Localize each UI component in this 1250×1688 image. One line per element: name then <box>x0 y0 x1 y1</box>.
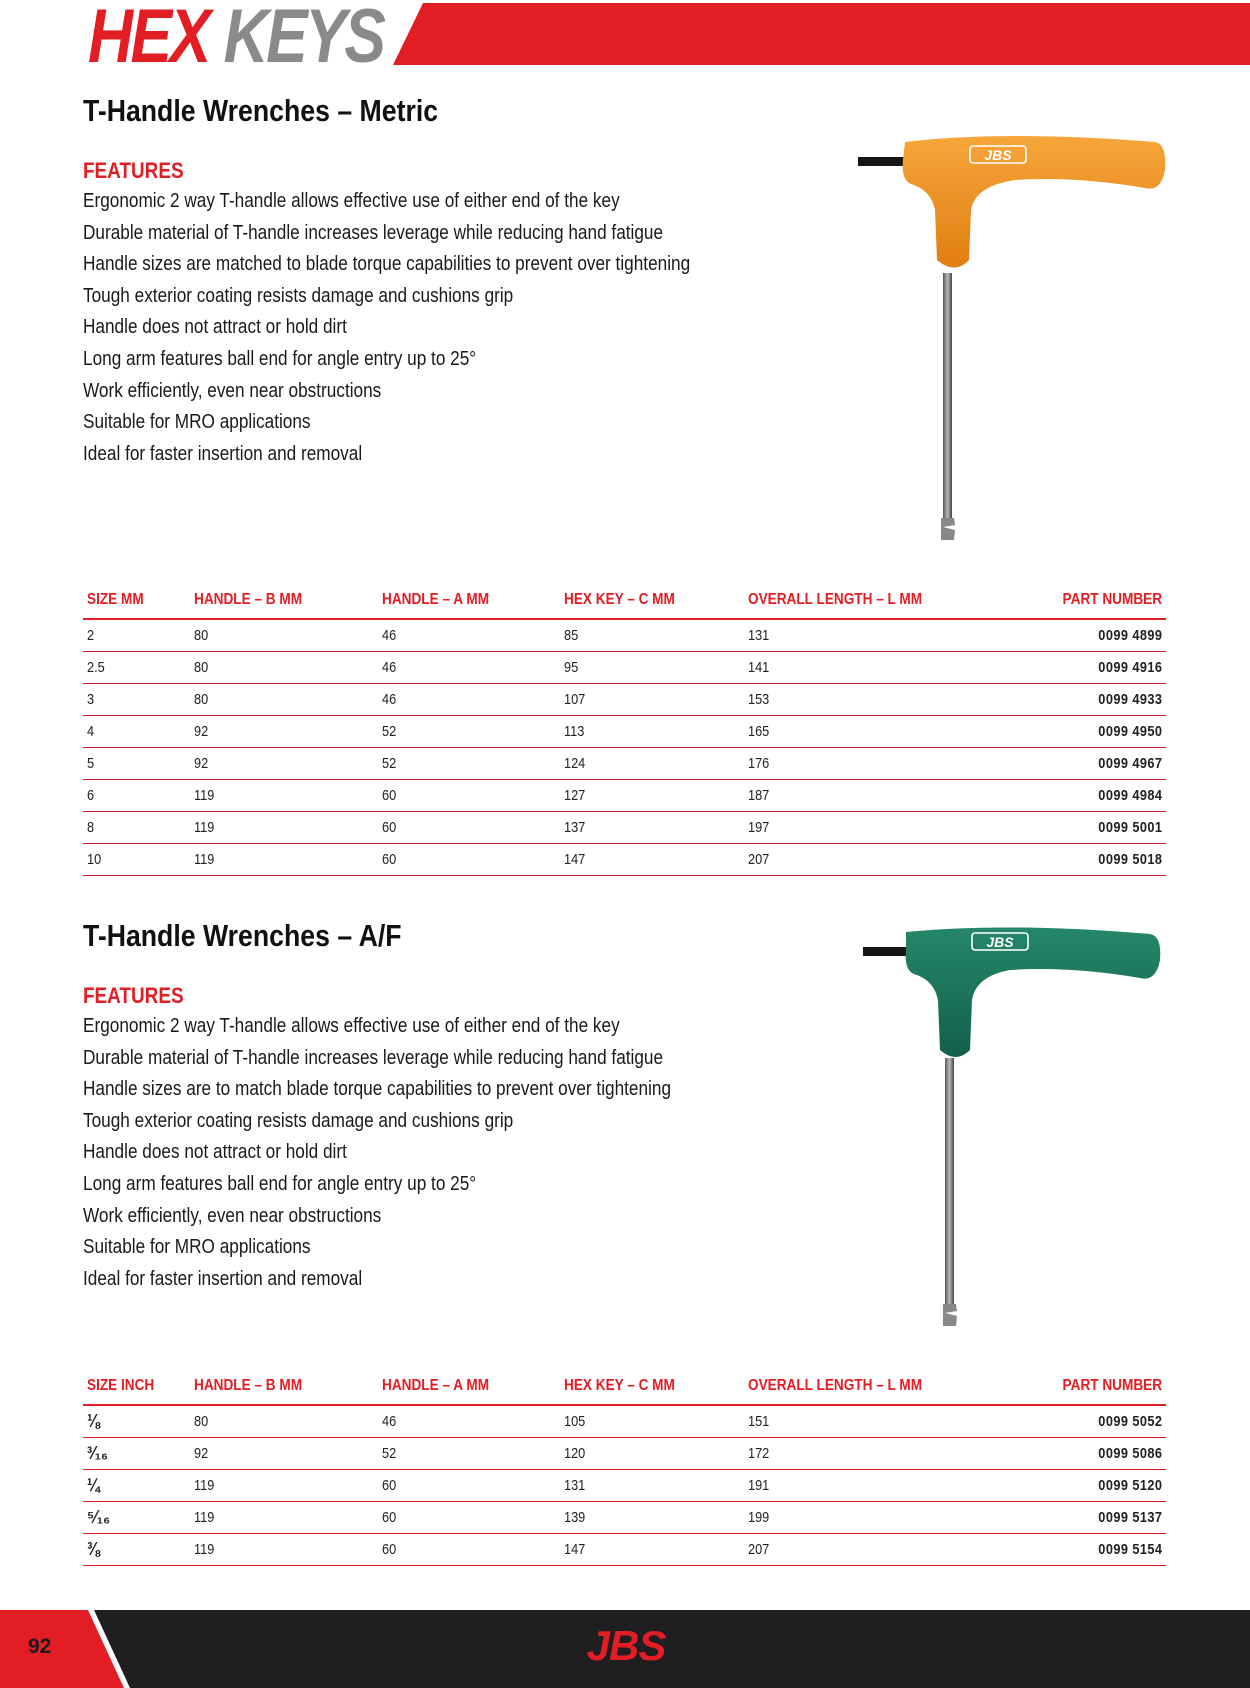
part-number-cell: 0099 4933 <box>1008 684 1166 716</box>
table-cell: 119 <box>190 1470 378 1502</box>
feature-item: Suitable for MRO applications <box>83 411 311 434</box>
table-cell: 60 <box>378 812 560 844</box>
table-cell: 46 <box>378 1405 560 1438</box>
feature-item: Ideal for faster insertion and removal <box>83 442 363 465</box>
table-cell: 80 <box>190 1405 378 1438</box>
table-cell: 46 <box>378 652 560 684</box>
table-cell: 3 <box>83 684 190 716</box>
col-header: PART NUMBER <box>1008 582 1166 619</box>
table-cell: 6 <box>83 780 190 812</box>
features-label-metric: FEATURES <box>83 158 184 183</box>
table-cell: 187 <box>744 780 1008 812</box>
feature-item: Long arm features ball end for angle entry up to 25° <box>83 1172 477 1195</box>
green-t-handle-wrench-image <box>860 918 1165 1350</box>
feature-item: Handle sizes are matched to blade torque capabilities to prevent over tightening <box>83 253 691 276</box>
hex-shaft <box>945 1058 954 1304</box>
table-header-row <box>83 1368 1166 1405</box>
table-cell: 147 <box>560 1534 744 1566</box>
jbs-logo-text: JBS <box>586 1627 666 1667</box>
section-title-metric: T-Handle Wrenches – Metric <box>83 93 439 128</box>
table-cell: 10 <box>83 844 190 876</box>
table-row <box>83 1438 1166 1470</box>
table-cell: ⅛ <box>83 1405 190 1438</box>
table-cell: ¼ <box>83 1470 190 1502</box>
table-header-row <box>83 582 1166 619</box>
col-header: HEX KEY – C MM <box>560 582 744 619</box>
table-row <box>83 684 1166 716</box>
table-cell: 120 <box>560 1438 744 1470</box>
table-cell: 127 <box>560 780 744 812</box>
handle-logo-text: JBS <box>986 934 1014 950</box>
header-red-bar <box>393 3 1250 65</box>
part-number-cell: 0099 4967 <box>1008 748 1166 780</box>
page-number: 92 <box>28 1635 52 1658</box>
features-label-af: FEATURES <box>83 983 184 1008</box>
table-cell: 119 <box>190 1502 378 1534</box>
table-cell: 151 <box>744 1405 1008 1438</box>
table-cell: 8 <box>83 812 190 844</box>
table-cell: 52 <box>378 716 560 748</box>
table-cell: 199 <box>744 1502 1008 1534</box>
col-header: OVERALL LENGTH – L MM <box>744 582 1008 619</box>
part-number-cell: 0099 4899 <box>1008 619 1166 652</box>
feature-item: Handle does not attract or hold dirt <box>83 1141 347 1164</box>
table-cell: 92 <box>190 716 378 748</box>
table-cell: 176 <box>744 748 1008 780</box>
table-cell: 131 <box>744 619 1008 652</box>
feature-item: Durable material of T-handle increases leverage while reducing hand fatigue <box>83 221 664 244</box>
feature-item: Handle sizes are to match blade torque capabilities to prevent over tightening <box>83 1078 672 1101</box>
green-handle <box>906 927 1161 1057</box>
table-row <box>83 780 1166 812</box>
feature-item: Tough exterior coating resists damage and cushions grip <box>83 284 514 307</box>
table-cell: 5 <box>83 748 190 780</box>
feature-item: Long arm features ball end for angle entry up to 25° <box>83 347 477 370</box>
orange-t-handle-wrench-image <box>855 130 1170 565</box>
table-cell: 60 <box>378 1470 560 1502</box>
part-number-cell: 0099 5154 <box>1008 1534 1166 1566</box>
table-cell: 113 <box>560 716 744 748</box>
table-cell: 80 <box>190 652 378 684</box>
table-cell: 141 <box>744 652 1008 684</box>
table-cell: 119 <box>190 844 378 876</box>
col-header: HANDLE – A MM <box>378 1368 560 1405</box>
part-number-cell: 0099 4950 <box>1008 716 1166 748</box>
table-cell: 172 <box>744 1438 1008 1470</box>
table-cell: 119 <box>190 812 378 844</box>
page-header-title <box>88 0 384 79</box>
table-cell: 119 <box>190 1534 378 1566</box>
table-cell: 153 <box>744 684 1008 716</box>
table-cell: 52 <box>378 748 560 780</box>
feature-list-af <box>83 1011 767 1295</box>
table-cell: 60 <box>378 1534 560 1566</box>
metric-spec-table <box>83 582 1166 876</box>
table-cell: ⁵⁄₁₆ <box>83 1502 190 1534</box>
short-arm <box>863 947 911 956</box>
table-cell: 2 <box>83 619 190 652</box>
table-cell: 52 <box>378 1438 560 1470</box>
feature-item: Durable material of T-handle increases leverage while reducing hand fatigue <box>83 1046 664 1069</box>
table-cell: 2.5 <box>83 652 190 684</box>
col-header: SIZE MM <box>83 582 190 619</box>
header-title-hex: HEX <box>88 0 209 79</box>
header-title-keys: KEYS <box>223 0 384 79</box>
col-header: OVERALL LENGTH – L MM <box>744 1368 1008 1405</box>
table-cell: ⅜ <box>83 1534 190 1566</box>
part-number-cell: 0099 5052 <box>1008 1405 1166 1438</box>
table-cell: 60 <box>378 780 560 812</box>
table-row <box>83 716 1166 748</box>
part-number-cell: 0099 5018 <box>1008 844 1166 876</box>
feature-item: Work efficiently, even near obstructions <box>83 379 382 402</box>
feature-item: Work efficiently, even near obstructions <box>83 1204 382 1227</box>
table-cell: 46 <box>378 619 560 652</box>
col-header: SIZE INCH <box>83 1368 190 1405</box>
part-number-cell: 0099 4916 <box>1008 652 1166 684</box>
table-cell: 207 <box>744 844 1008 876</box>
table-cell: 60 <box>378 844 560 876</box>
table-cell: 191 <box>744 1470 1008 1502</box>
table-cell: 46 <box>378 684 560 716</box>
part-number-cell: 0099 5001 <box>1008 812 1166 844</box>
short-arm <box>858 157 910 166</box>
orange-handle <box>903 136 1166 268</box>
part-number-cell: 0099 5086 <box>1008 1438 1166 1470</box>
feature-list-metric <box>83 186 789 470</box>
table-cell: 80 <box>190 619 378 652</box>
ball-end <box>943 1304 957 1326</box>
section-title-af: T-Handle Wrenches – A/F <box>83 918 402 953</box>
jbs-logo <box>562 1627 690 1667</box>
table-row <box>83 1405 1166 1438</box>
part-number-cell: 0099 4984 <box>1008 780 1166 812</box>
table-row <box>83 1470 1166 1502</box>
col-header: HANDLE – A MM <box>378 582 560 619</box>
part-number-cell: 0099 5120 <box>1008 1470 1166 1502</box>
af-spec-table <box>83 1368 1166 1566</box>
table-row <box>83 748 1166 780</box>
feature-item: Handle does not attract or hold dirt <box>83 316 347 339</box>
col-header: HANDLE – B MM <box>190 1368 378 1405</box>
col-header: HEX KEY – C MM <box>560 1368 744 1405</box>
table-cell: 60 <box>378 1502 560 1534</box>
table-cell: 85 <box>560 619 744 652</box>
table-cell: 139 <box>560 1502 744 1534</box>
table-cell: 207 <box>744 1534 1008 1566</box>
table-cell: 105 <box>560 1405 744 1438</box>
table-cell: 197 <box>744 812 1008 844</box>
col-header: PART NUMBER <box>1008 1368 1166 1405</box>
table-row <box>83 1502 1166 1534</box>
table-cell: 107 <box>560 684 744 716</box>
table-cell: 147 <box>560 844 744 876</box>
hex-shaft <box>943 273 952 518</box>
table-cell: 80 <box>190 684 378 716</box>
handle-logo-text: JBS <box>984 147 1012 163</box>
table-row <box>83 619 1166 652</box>
part-number-cell: 0099 5137 <box>1008 1502 1166 1534</box>
col-header: HANDLE – B MM <box>190 582 378 619</box>
table-cell: 92 <box>190 1438 378 1470</box>
feature-item: Ergonomic 2 way T-handle allows effective use of either end of the key <box>83 1015 620 1037</box>
table-cell: 165 <box>744 716 1008 748</box>
feature-item: Ergonomic 2 way T-handle allows effective use of either end of the key <box>83 190 620 212</box>
table-row <box>83 844 1166 876</box>
table-row <box>83 812 1166 844</box>
feature-item: Ideal for faster insertion and removal <box>83 1267 363 1290</box>
table-cell: 131 <box>560 1470 744 1502</box>
table-cell: 4 <box>83 716 190 748</box>
table-cell: ³⁄₁₆ <box>83 1438 190 1470</box>
table-row <box>83 652 1166 684</box>
table-cell: 95 <box>560 652 744 684</box>
table-cell: 119 <box>190 780 378 812</box>
feature-item: Suitable for MRO applications <box>83 1236 311 1259</box>
table-cell: 92 <box>190 748 378 780</box>
feature-item: Tough exterior coating resists damage and cushions grip <box>83 1109 514 1132</box>
ball-end <box>941 518 955 540</box>
table-cell: 137 <box>560 812 744 844</box>
table-row <box>83 1534 1166 1566</box>
table-cell: 124 <box>560 748 744 780</box>
